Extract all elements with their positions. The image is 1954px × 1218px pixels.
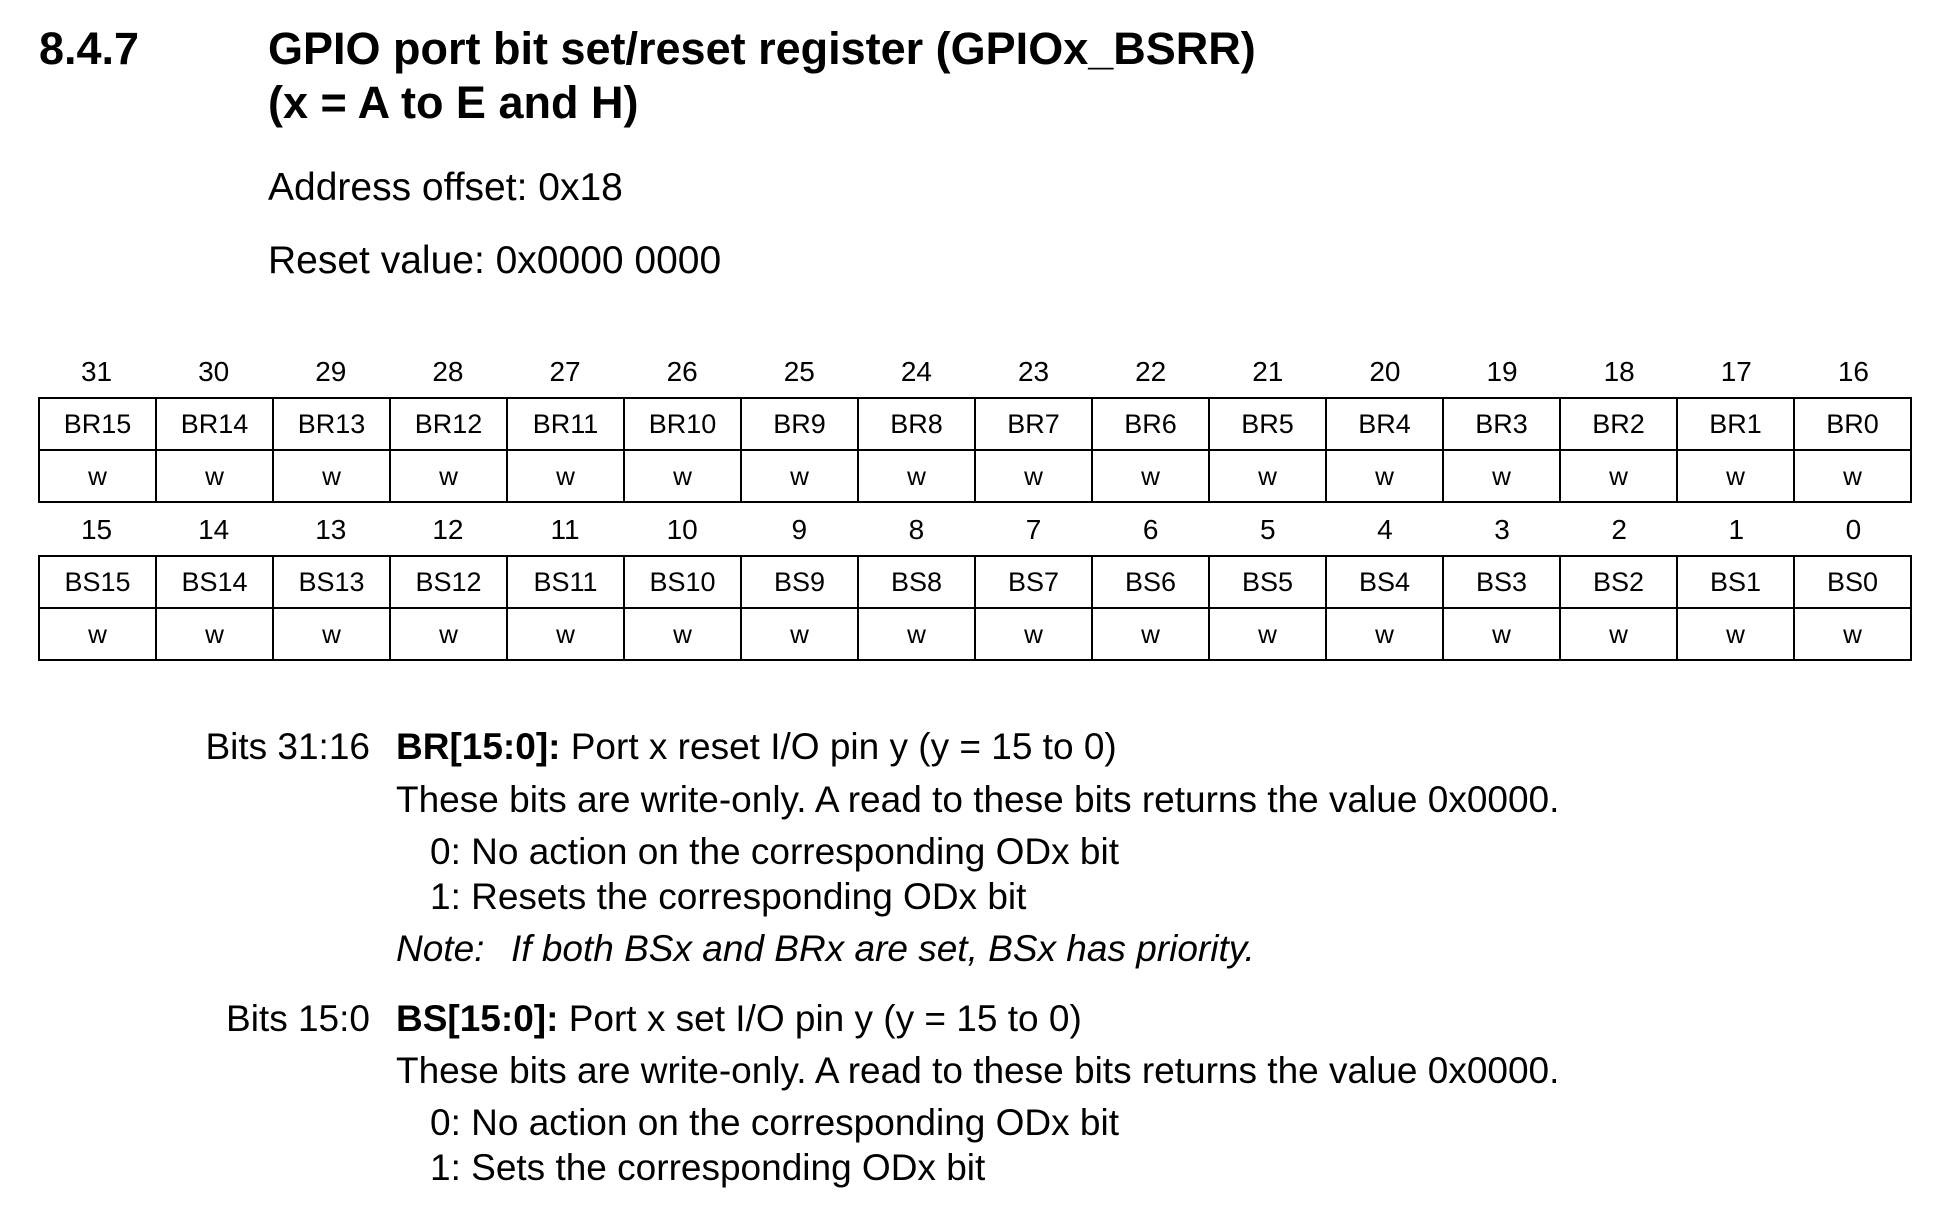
bit-number: 25 xyxy=(783,356,815,387)
lower-access-row xyxy=(39,608,1911,660)
upper-access-row xyxy=(39,450,1911,502)
field-cell: BR6 xyxy=(1092,398,1209,450)
field-cell: BR5 xyxy=(1209,398,1326,450)
bit-number: 6 xyxy=(1142,514,1159,545)
bs-option-0: 0: No action on the corresponding ODx bit xyxy=(430,1102,1119,1143)
access-cell: w xyxy=(1209,608,1326,660)
field-cell: BS0 xyxy=(1794,556,1911,608)
bit-number: 7 xyxy=(1025,514,1042,545)
field-cell: BR9 xyxy=(741,398,858,450)
access-cell: w xyxy=(1326,608,1443,660)
bit-number: 27 xyxy=(549,356,581,387)
bs-field-summary xyxy=(396,996,1082,1042)
bit-number: 28 xyxy=(432,356,464,387)
bs-description-text: These bits are write-only. A read to these bits returns the value 0x0000. xyxy=(396,1050,1560,1091)
reset-value: Reset value: 0x0000 0000 xyxy=(268,239,722,282)
register-upper-half xyxy=(38,347,1912,503)
field-cell: BS10 xyxy=(624,556,741,608)
access-cell: w xyxy=(1443,608,1560,660)
note-label: Note: xyxy=(396,928,485,969)
field-cell: BR8 xyxy=(858,398,975,450)
access-cell: w xyxy=(156,608,273,660)
upper-bit-numbers xyxy=(38,347,1912,397)
access-cell: w xyxy=(273,608,390,660)
field-cell: BS13 xyxy=(273,556,390,608)
upper-register-table xyxy=(38,397,1912,503)
field-cell: BS4 xyxy=(1326,556,1443,608)
bit-number: 1 xyxy=(1728,514,1745,545)
field-cell: BR4 xyxy=(1326,398,1443,450)
access-cell: w xyxy=(624,450,741,502)
field-cell: BR10 xyxy=(624,398,741,450)
bit-number: 16 xyxy=(1837,356,1870,387)
access-cell: w xyxy=(1092,608,1209,660)
bit-number: 30 xyxy=(198,356,230,387)
access-cell: w xyxy=(1443,450,1560,502)
bs-option-1: 1: Sets the corresponding ODx bit xyxy=(430,1147,986,1188)
lower-field-row xyxy=(39,556,1911,608)
field-cell: BS5 xyxy=(1209,556,1326,608)
upper-field-row xyxy=(39,398,1911,450)
access-cell: w xyxy=(1560,608,1677,660)
section-title xyxy=(268,22,1256,130)
br-field-summary xyxy=(396,724,1117,770)
field-cell: BR11 xyxy=(507,398,624,450)
access-cell: w xyxy=(975,608,1092,660)
address-offset: Address offset: 0x18 xyxy=(268,166,623,209)
bit-number: 15 xyxy=(80,514,113,545)
bit-number: 3 xyxy=(1494,514,1510,545)
field-cell: BR12 xyxy=(390,398,507,450)
field-cell: BS6 xyxy=(1092,556,1209,608)
access-cell: w xyxy=(1677,450,1794,502)
field-cell: BS12 xyxy=(390,556,507,608)
access-cell: w xyxy=(741,450,858,502)
field-cell: BS9 xyxy=(741,556,858,608)
register-lower-half xyxy=(38,505,1912,661)
section-title-line1: GPIO port bit set/reset register (GPIOx_BSRR) xyxy=(268,23,1256,74)
bit-number: 22 xyxy=(1135,356,1167,387)
bs-bits-range: Bits 15:0 xyxy=(226,998,370,1039)
bit-number: 18 xyxy=(1603,356,1635,387)
access-cell: w xyxy=(507,608,624,660)
field-cell: BS2 xyxy=(1560,556,1677,608)
bit-number: 19 xyxy=(1486,356,1518,387)
access-cell: w xyxy=(858,450,975,502)
bit-number: 2 xyxy=(1611,514,1627,545)
bit-number: 31 xyxy=(80,356,113,387)
section-title-line2: (x = A to E and H) xyxy=(268,77,639,128)
bit-number: 0 xyxy=(1845,514,1862,545)
access-cell: w xyxy=(156,450,273,502)
field-cell: BR1 xyxy=(1677,398,1794,450)
access-cell: w xyxy=(39,450,156,502)
bit-number: 4 xyxy=(1377,514,1393,545)
bit-number: 21 xyxy=(1252,356,1284,387)
field-cell: BR13 xyxy=(273,398,390,450)
bit-number: 10 xyxy=(666,514,698,545)
br-option-0: 0: No action on the corresponding ODx bit xyxy=(430,831,1119,872)
bit-number: 14 xyxy=(198,514,230,545)
bit-number: 9 xyxy=(791,514,808,545)
field-cell: BS11 xyxy=(507,556,624,608)
bs-field-name: BS[15:0]: xyxy=(396,998,559,1039)
br-bits-range: Bits 31:16 xyxy=(205,726,370,767)
bit-number: 23 xyxy=(1017,356,1050,387)
field-cell: BR0 xyxy=(1794,398,1911,450)
field-cell: BS15 xyxy=(39,556,156,608)
access-cell: w xyxy=(390,450,507,502)
field-cell: BR7 xyxy=(975,398,1092,450)
bit-number: 13 xyxy=(315,514,347,545)
access-cell: w xyxy=(624,608,741,660)
bit-number: 11 xyxy=(550,514,580,545)
br-summary: Port x reset I/O pin y (y = 15 to 0) xyxy=(560,726,1117,767)
bit-number: 24 xyxy=(900,356,933,387)
br-option-1: 1: Resets the corresponding ODx bit xyxy=(430,876,1027,917)
bit-number: 12 xyxy=(432,514,464,545)
field-cell: BR3 xyxy=(1443,398,1560,450)
access-cell: w xyxy=(858,608,975,660)
field-cell: BS1 xyxy=(1677,556,1794,608)
access-cell: w xyxy=(975,450,1092,502)
bit-number: 26 xyxy=(666,356,698,387)
access-cell: w xyxy=(390,608,507,660)
br-note xyxy=(396,926,1255,972)
access-cell: w xyxy=(507,450,624,502)
access-cell: w xyxy=(1677,608,1794,660)
access-cell: w xyxy=(1560,450,1677,502)
field-cell: BS3 xyxy=(1443,556,1560,608)
access-cell: w xyxy=(1794,450,1911,502)
field-cell: BS8 xyxy=(858,556,975,608)
access-cell: w xyxy=(1092,450,1209,502)
lower-register-table xyxy=(38,555,1912,661)
note-text: If both BSx and BRx are set, BSx has priority. xyxy=(511,928,1255,969)
bit-number: 29 xyxy=(315,356,347,387)
access-cell: w xyxy=(39,608,156,660)
field-cell: BS14 xyxy=(156,556,273,608)
access-cell: w xyxy=(1794,608,1911,660)
bit-number: 17 xyxy=(1720,356,1752,387)
bs-summary: Port x set I/O pin y (y = 15 to 0) xyxy=(558,998,1082,1039)
section-number: 8.4.7 xyxy=(39,23,140,74)
bit-number: 5 xyxy=(1260,514,1276,545)
field-cell: BR15 xyxy=(39,398,156,450)
bit-number: 20 xyxy=(1369,356,1401,387)
access-cell: w xyxy=(741,608,858,660)
br-field-name: BR[15:0]: xyxy=(396,726,561,767)
field-cell: BS7 xyxy=(975,556,1092,608)
lower-bit-numbers xyxy=(38,505,1912,555)
access-cell: w xyxy=(1209,450,1326,502)
field-cell: BR14 xyxy=(156,398,273,450)
bit-number: 8 xyxy=(908,514,925,545)
field-cell: BR2 xyxy=(1560,398,1677,450)
br-description-text: These bits are write-only. A read to these bits returns the value 0x0000. xyxy=(396,779,1560,820)
access-cell: w xyxy=(273,450,390,502)
access-cell: w xyxy=(1326,450,1443,502)
